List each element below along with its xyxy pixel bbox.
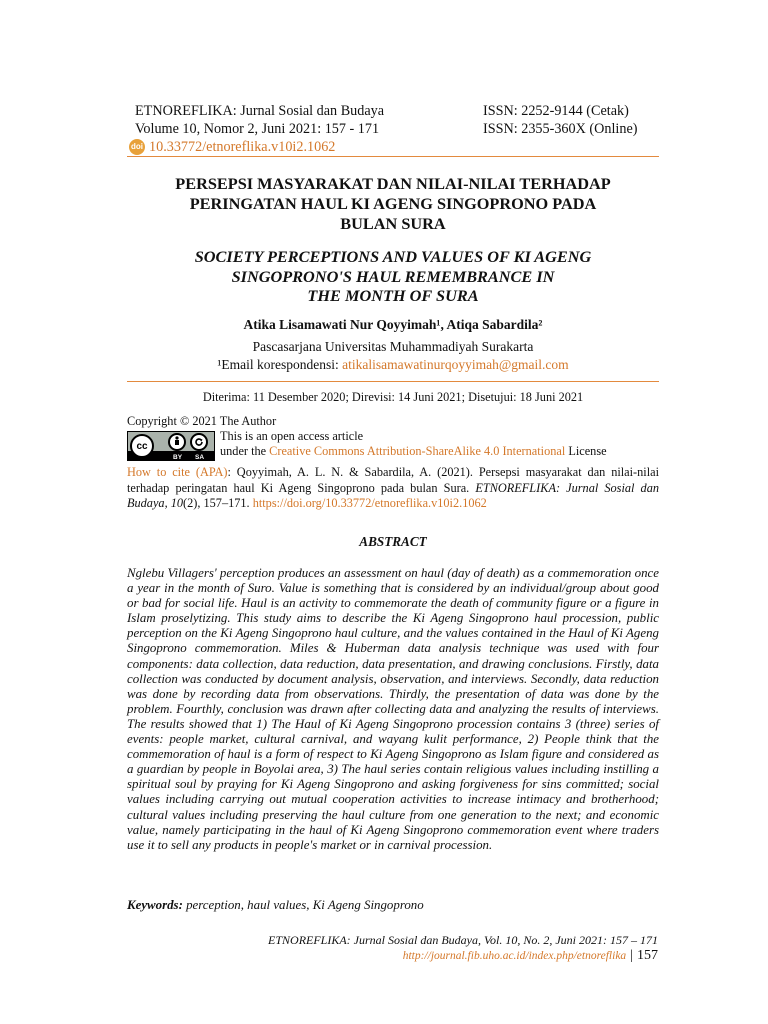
cite-journal: ETNOREFLIKA: Jurnal Sosial dan Budaya, 10 xyxy=(127,480,659,510)
doi-link[interactable]: 10.33772/etnoreflika.v10i2.1062 xyxy=(149,139,336,155)
header-left xyxy=(135,102,455,138)
how-to-cite xyxy=(127,465,659,512)
title-english xyxy=(127,247,659,306)
title-en-line: THE MONTH OF SURA xyxy=(307,286,479,305)
title-en-line: SINGOPRONO'S HAUL REMEMBRANCE IN xyxy=(231,266,555,286)
open-access-line2 xyxy=(220,444,607,459)
cite-label[interactable]: How to cite (APA) xyxy=(127,465,228,479)
header-divider xyxy=(127,156,659,157)
journal-header xyxy=(131,102,658,156)
page-number: 157 xyxy=(637,948,658,963)
journal-name: ETNOREFLIKA: Jurnal Sosial dan Budaya xyxy=(135,103,385,119)
cc-by-label: BY xyxy=(173,454,183,461)
title-en-line: SOCIETY PERCEPTIONS AND VALUES OF KI AGENG xyxy=(194,247,592,266)
email-line xyxy=(127,356,659,374)
email-label: ¹Email korespondensi: xyxy=(217,357,343,372)
footer-separator: | xyxy=(630,948,633,963)
footer-url-row xyxy=(403,948,658,964)
copyright: Copyright © 2021 The Author xyxy=(127,414,277,428)
authors: Atika Lisamawati Nur Qoyyimah¹, Atiqa Sabardila² xyxy=(243,317,543,332)
cite-issue: (2), 157–171. xyxy=(183,496,253,510)
journal-volume: Volume 10, Nomor 2, Juni 2021: 157 - 171 xyxy=(135,121,380,137)
footer-journal: ETNOREFLIKA: Jurnal Sosial dan Budaya, Vol. 10, No. 2, Juni 2021: 157 – 171 xyxy=(268,933,658,947)
cc-license-badge[interactable] xyxy=(127,431,215,461)
cite-text: : Qoyyimah, A. L. N. & Sabardila, A. (2021). Persepsi masyarakat dan nilai-nilai terhadap peringatan haul Ki Ageng Singoprono pada bulan Sura. xyxy=(127,465,659,495)
affiliation-block xyxy=(127,338,659,374)
affiliation-divider xyxy=(127,381,659,382)
title-id-line: BULAN SURA xyxy=(340,214,446,233)
keywords-label: Keywords: xyxy=(127,898,183,912)
open-access-line1: This is an open access article xyxy=(220,429,364,443)
cc-sa-icon xyxy=(190,433,208,451)
affiliation: Pascasarjana Universitas Muhammadiyah Surakarta xyxy=(252,339,534,354)
title-id-line: PERSEPSI MASYARAKAT DAN NILAI-NILAI TERHADAP xyxy=(175,174,611,193)
issn-print: ISSN: 2252-9144 (Cetak) xyxy=(483,103,629,119)
cc-by-icon xyxy=(168,433,186,451)
keywords xyxy=(127,898,659,913)
open-access-note xyxy=(220,429,607,459)
footer-url[interactable]: http://journal.fib.uho.ac.id/index.php/etnoreflika xyxy=(402,950,627,962)
cc-icon: cc xyxy=(130,434,154,458)
title-id-line: PERINGATAN HAUL KI AGENG SINGOPRONO PADA xyxy=(189,194,597,213)
license-link[interactable]: Creative Commons Attribution-ShareAlike 4.0 International xyxy=(269,444,566,458)
abstract-body: Nglebu Villagers' perception produces an assessment on haul (day of death) as a commemoration once a year in the month of Suro. Value is something that is considered by an individual/group about good or bad for social life. Haul is an activity to commemorate the death of community figure or a figure in Islam proselytizing. This study aims to describe the Ki Ageng Singoprono haul procession, public perception on the Ki Ageng Singoprono haul culture, and the values contained in the Haul of Ki Ageng Singoprono commemoration. Miles & Huberman data analysis technique was used with four components: data collection, data reduction, data presentation, and drawing conclusions. Firstly, data collection was conducted by document analysis, observation, and interviews. Secondly, data reduction was done by recording data from observations. Thirdly, the presentation of data was done by the problem. Fourthly, conclusion was drawn after collecting data and analyzing the results of interviews. The results showed that 1) The Haul of Ki Ageng Singoprono procession contains 3 (three) series of events: people market, cultural carnival, and wayang kulit performance, 2) People think that the commemoration of haul is a form of respect to Ki Ageng Singoprono as Islam figure and considered as a guardian by people in Boyolai area, 3) The haul series contain religious values including instilling a spiritual soul by praying for Ki Ageng Singoprono and asking forgiveness for sins committed; social values including carrying out mutual cooperation activities to increase intimacy and brotherhood; cultural values including preserving the haul culture from one generation to the next; and economic value, namely participating in the haul of Ki Ageng Singoprono commemoration event where traders use it to sell any products in people's market or in carnival procession. xyxy=(127,566,659,852)
share-alike-icon xyxy=(193,436,205,448)
email-link[interactable]: atikalisamawatinurqoyyimah@gmail.com xyxy=(342,357,569,372)
issn-online: ISSN: 2355-360X (Online) xyxy=(483,121,638,137)
keywords-text: perception, haul values, Ki Ageng Singoprono xyxy=(182,898,424,912)
doi-row xyxy=(131,138,658,156)
header-right xyxy=(483,102,658,138)
cite-doi-link[interactable]: https://doi.org/10.33772/etnoreflika.v10i2.1062 xyxy=(252,496,487,510)
cc-badge-frame xyxy=(127,431,215,461)
doi-icon: doi xyxy=(129,139,145,155)
person-icon xyxy=(172,436,182,448)
title-indonesian xyxy=(127,174,659,234)
submission-dates: Diterima: 11 Desember 2020; Direvisi: 14 Juni 2021; Disetujui: 18 Juni 2021 xyxy=(202,390,584,404)
license-suffix: License xyxy=(565,444,607,458)
cc-sa-label: SA xyxy=(195,454,205,461)
license-prefix: under the xyxy=(220,444,270,458)
abstract-heading: ABSTRACT xyxy=(359,534,427,549)
